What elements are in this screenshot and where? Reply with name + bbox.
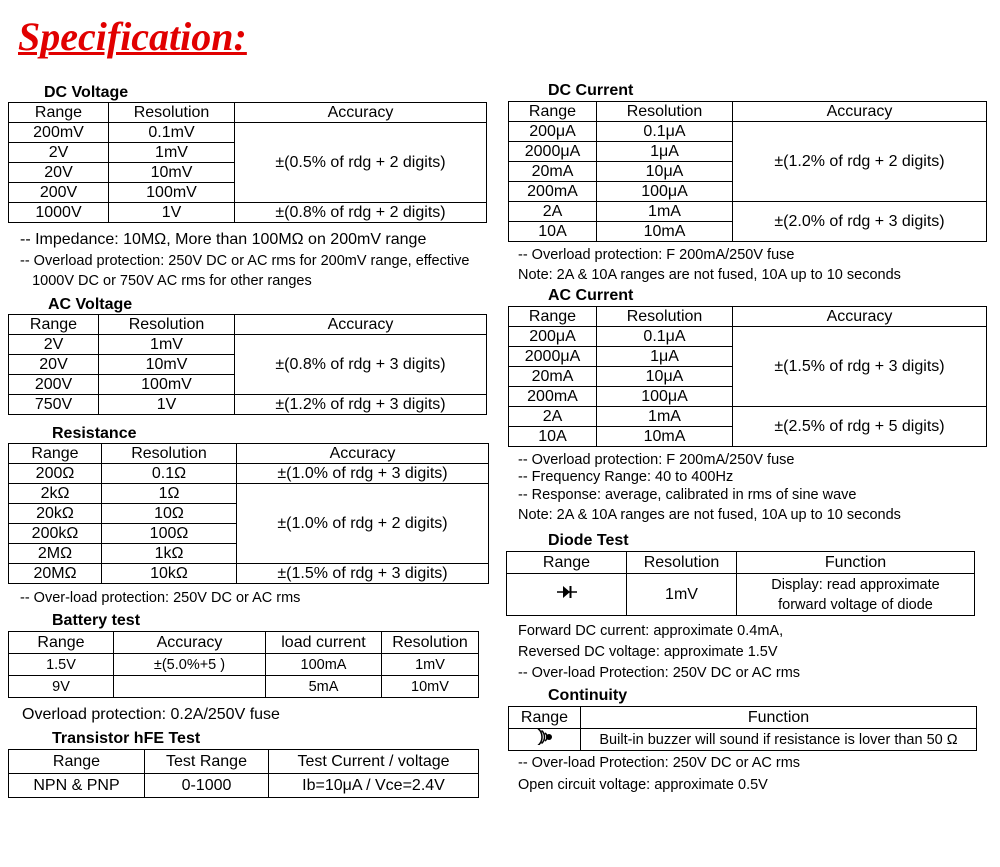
resolution-cell: 10kΩ [102, 564, 237, 584]
header-accuracy: Accuracy [237, 444, 489, 464]
accuracy-cell: ±(0.8% of rdg + 2 digits) [235, 203, 487, 223]
accuracy-cell: ±(1.0% of rdg + 3 digits) [237, 464, 489, 484]
battery-note: Overload protection: 0.2A/250V fuse [22, 706, 280, 723]
resolution-cell: 1mA [597, 202, 733, 222]
header-load-current: load current [266, 632, 382, 654]
resolution-cell: 1mV [627, 574, 737, 616]
accuracy-cell: ±(1.2% of rdg + 3 digits) [235, 395, 487, 415]
transistor-heading: Transistor hFE Test [52, 730, 201, 747]
range-cell: 200V [9, 183, 109, 203]
function-line: forward voltage of diode [778, 596, 933, 613]
header-resolution: Resolution [102, 444, 237, 464]
dc-current-table [508, 101, 987, 242]
range-cell: 200mA [509, 182, 597, 202]
header-resolution: Resolution [627, 552, 737, 574]
header-range: Range [509, 707, 581, 729]
range-cell: 2000μA [509, 142, 597, 162]
header-resolution: Resolution [597, 102, 733, 122]
resolution-cell: 0.1μA [597, 327, 733, 347]
ac-current-note: -- Frequency Range: 40 to 400Hz [518, 469, 734, 485]
range-cell: 750V [9, 395, 99, 415]
header-test-range: Test Range [145, 750, 269, 774]
range-cell: 2A [509, 407, 597, 427]
resolution-cell: 0.1Ω [102, 464, 237, 484]
transistor-table [8, 749, 479, 798]
range-cell: 200kΩ [9, 524, 102, 544]
header-range: Range [509, 307, 597, 327]
header-test-current: Test Current / voltage [269, 750, 479, 774]
load-current-cell: 5mA [266, 676, 382, 698]
resolution-cell: 10mV [382, 676, 479, 698]
function-cell: Built-in buzzer will sound if resistance is lover than 50 Ω [581, 729, 977, 751]
range-cell: 20V [9, 355, 99, 375]
dc-voltage-note: -- Overload protection: 250V DC or AC rms for 200mV range, effective [20, 253, 470, 269]
range-cell: 10A [509, 427, 597, 447]
range-cell: 20kΩ [9, 504, 102, 524]
header-resolution: Resolution [597, 307, 733, 327]
ac-current-heading: AC Current [548, 287, 634, 304]
range-cell: 2V [9, 143, 109, 163]
dc-current-note: -- Overload protection: F 200mA/250V fuse [518, 247, 795, 263]
header-function: Function [737, 552, 975, 574]
function-line: Display: read approximate [771, 576, 940, 593]
header-resolution: Resolution [382, 632, 479, 654]
battery-heading: Battery test [52, 612, 141, 629]
resolution-cell: 1mV [109, 143, 235, 163]
range-cell: 2kΩ [9, 484, 102, 504]
range-cell: 9V [9, 676, 114, 698]
ac-voltage-heading: AC Voltage [48, 296, 133, 313]
range-cell: 2000μA [509, 347, 597, 367]
range-cell: 1.5V [9, 654, 114, 676]
continuity-note: -- Over-load Protection: 250V DC or AC rms [518, 755, 801, 771]
load-current-cell: 100mA [266, 654, 382, 676]
header-resolution: Resolution [109, 103, 235, 123]
header-range: Range [9, 315, 99, 335]
resolution-cell: 1mV [382, 654, 479, 676]
range-cell: 200mV [9, 123, 109, 143]
test-range-cell: 0-1000 [145, 774, 269, 798]
header-accuracy: Accuracy [235, 315, 487, 335]
resolution-cell: 1kΩ [102, 544, 237, 564]
buzzer-icon [536, 729, 554, 750]
range-cell: 20V [9, 163, 109, 183]
accuracy-cell [114, 676, 266, 698]
ac-current-note: -- Overload protection: F 200mA/250V fuse [518, 452, 795, 468]
resolution-cell: 100mV [109, 183, 235, 203]
resolution-cell: 0.1μA [597, 122, 733, 142]
header-resolution: Resolution [99, 315, 235, 335]
accuracy-cell: ±(5.0%+5 ) [114, 654, 266, 676]
diode-note: -- Over-load Protection: 250V DC or AC rms [518, 665, 801, 681]
test-current-cell: Ib=10μA / Vce=2.4V [269, 774, 479, 798]
resistance-heading: Resistance [52, 425, 137, 442]
diode-heading: Diode Test [548, 532, 629, 549]
accuracy-cell: ±(2.5% of rdg + 5 digits) [733, 407, 987, 447]
range-cell: 2MΩ [9, 544, 102, 564]
range-cell: 2V [9, 335, 99, 355]
dc-current-note: Note: 2A & 10A ranges are not fused, 10A up to 10 seconds [518, 267, 901, 283]
resolution-cell: 10mV [99, 355, 235, 375]
accuracy-cell: ±(1.5% of rdg + 3 digits) [237, 564, 489, 584]
dc-voltage-note: -- Impedance: 10MΩ, More than 100MΩ on 200mV range [20, 231, 427, 248]
header-range: Range [9, 632, 114, 654]
ac-voltage-table [8, 314, 487, 415]
dc-voltage-heading: DC Voltage [44, 84, 129, 101]
diode-note: Forward DC current: approximate 0.4mA, [518, 623, 784, 639]
resolution-cell: 10mV [109, 163, 235, 183]
accuracy-cell: ±(1.0% of rdg + 2 digits) [237, 484, 489, 564]
diode-table [506, 551, 975, 616]
header-accuracy: Accuracy [114, 632, 266, 654]
resolution-cell: 100μA [597, 182, 733, 202]
continuity-range-cell [509, 729, 581, 751]
dc-current-heading: DC Current [548, 82, 634, 99]
range-cell: 2A [509, 202, 597, 222]
header-accuracy: Accuracy [235, 103, 487, 123]
range-cell: 200V [9, 375, 99, 395]
header-accuracy: Accuracy [733, 307, 987, 327]
accuracy-cell: ±(1.5% of rdg + 3 digits) [733, 327, 987, 407]
resolution-cell: 10Ω [102, 504, 237, 524]
resolution-cell: 0.1mV [109, 123, 235, 143]
range-cell: 200mA [509, 387, 597, 407]
resolution-cell: 100μA [597, 387, 733, 407]
range-cell: 1000V [9, 203, 109, 223]
continuity-note: Open circuit voltage: approximate 0.5V [518, 777, 768, 793]
resistance-table [8, 443, 489, 584]
resolution-cell: 1mV [99, 335, 235, 355]
header-range: Range [9, 444, 102, 464]
header-accuracy: Accuracy [733, 102, 987, 122]
dc-voltage-table [8, 102, 487, 223]
diode-note: Reversed DC voltage: approximate 1.5V [518, 644, 778, 660]
resolution-cell: 1Ω [102, 484, 237, 504]
dc-voltage-note: 1000V DC or 750V AC rms for other ranges [20, 273, 312, 289]
accuracy-cell: ±(1.2% of rdg + 2 digits) [733, 122, 987, 202]
resolution-cell: 1V [109, 203, 235, 223]
range-cell: NPN & PNP [9, 774, 145, 798]
header-range: Range [509, 102, 597, 122]
resolution-cell: 1μA [597, 142, 733, 162]
resolution-cell: 1V [99, 395, 235, 415]
header-range: Range [9, 103, 109, 123]
ac-current-note: Note: 2A & 10A ranges are not fused, 10A up to 10 seconds [518, 507, 901, 523]
diode-range-cell [507, 574, 627, 616]
range-cell: 20mA [509, 162, 597, 182]
resolution-cell: 1μA [597, 347, 733, 367]
range-cell: 200μA [509, 327, 597, 347]
range-cell: 200Ω [9, 464, 102, 484]
resolution-cell: 10μA [597, 367, 733, 387]
header-range: Range [9, 750, 145, 774]
range-cell: 20mA [509, 367, 597, 387]
function-cell [737, 574, 975, 616]
range-cell: 10A [509, 222, 597, 242]
resolution-cell: 1mA [597, 407, 733, 427]
ac-current-note: -- Response: average, calibrated in rms of sine wave [518, 487, 857, 503]
resolution-cell: 10μA [597, 162, 733, 182]
continuity-table [508, 706, 977, 751]
accuracy-cell: ±(0.8% of rdg + 3 digits) [235, 335, 487, 395]
resistance-note: -- Over-load protection: 250V DC or AC rms [20, 590, 301, 606]
accuracy-cell: ±(0.5% of rdg + 2 digits) [235, 123, 487, 203]
range-cell: 200μA [509, 122, 597, 142]
continuity-heading: Continuity [548, 687, 628, 704]
header-function: Function [581, 707, 977, 729]
resolution-cell: 100Ω [102, 524, 237, 544]
diode-icon [557, 585, 577, 604]
resolution-cell: 100mV [99, 375, 235, 395]
range-cell: 20MΩ [9, 564, 102, 584]
ac-current-table [508, 306, 987, 447]
resolution-cell: 10mA [597, 222, 733, 242]
resolution-cell: 10mA [597, 427, 733, 447]
header-range: Range [507, 552, 627, 574]
battery-table [8, 631, 479, 698]
accuracy-cell: ±(2.0% of rdg + 3 digits) [733, 202, 987, 242]
page-title: Specification: [18, 14, 247, 59]
